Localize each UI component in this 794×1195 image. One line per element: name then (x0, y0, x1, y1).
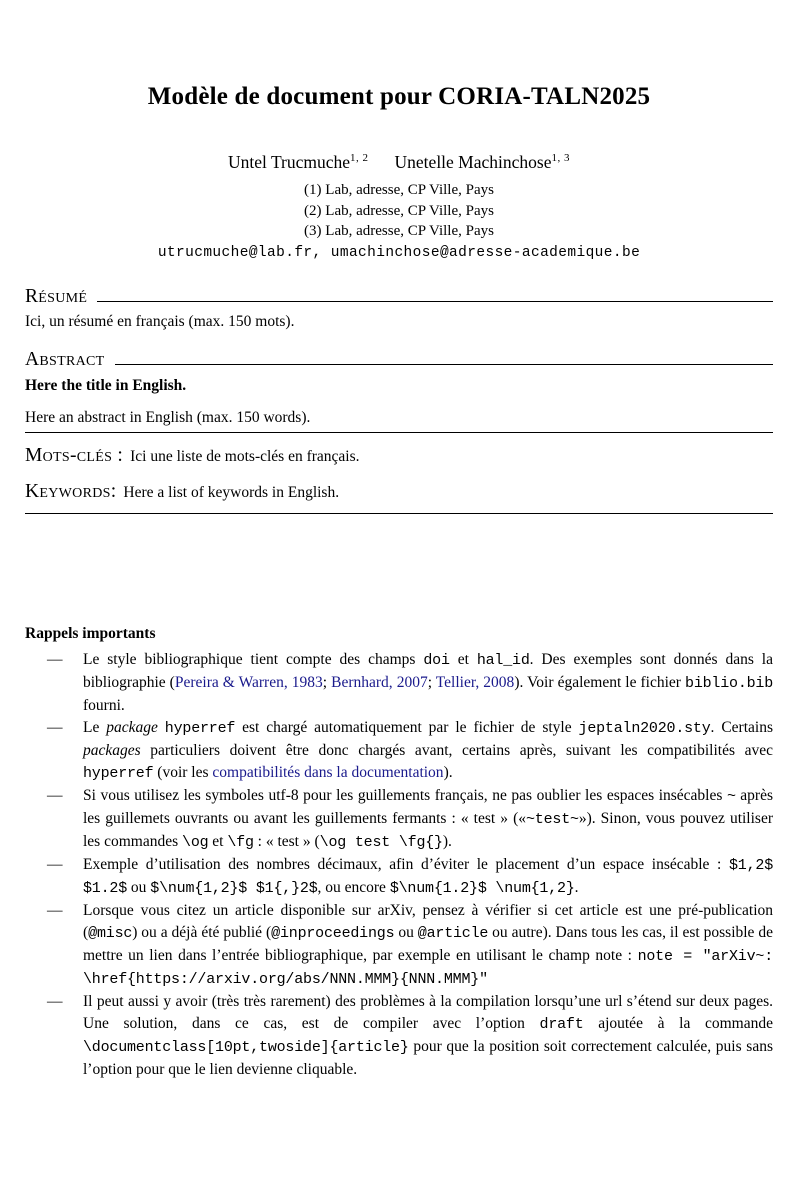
body-text: , ou encore (317, 879, 390, 897)
resume-heading-row (25, 286, 773, 307)
affiliation-1: (1) Lab, adresse, CP Ville, Pays (304, 182, 494, 198)
body-text: . Certains (710, 719, 773, 737)
body-text: ) ou a déjà été publié ( (132, 924, 272, 942)
item-dash-marker: — (47, 787, 63, 805)
abstract-text: Here an abstract in English (max. 150 words). (25, 409, 773, 433)
reminder-item-6 (25, 991, 773, 1081)
body-text: ou (127, 879, 151, 897)
author-1-name: Untel Trucmuche (228, 152, 351, 172)
body-text: (voir les (153, 764, 213, 782)
inline-code: \fg (227, 834, 254, 852)
author-2-affiliation-refs: 1, 3 (551, 152, 570, 165)
motscles-text: Ici une liste de mots-clés en français. (130, 448, 360, 466)
body-text: ; (322, 674, 332, 692)
inline-code: biblio.bib (685, 675, 774, 693)
body-text: Il peut aussi y avoir (très très rarement) des problèmes à la compilation lorsqu’une url s’étend sur deux pages. Une solution, dans ce cas, est de compiler avec l’option (83, 993, 773, 1033)
document-page (0, 83, 794, 1195)
body-text: et (449, 651, 477, 669)
author-2 (395, 152, 570, 172)
reminder-item-4 (25, 854, 773, 900)
inline-code: \documentclass[10pt,twoside]{article} (83, 1039, 409, 1057)
item-dash-marker: — (47, 902, 63, 920)
author-1-affiliation-refs: 1, 2 (350, 152, 369, 165)
affiliation-2: (2) Lab, adresse, CP Ville, Pays (304, 202, 494, 219)
english-title: Here the title in English. (25, 377, 187, 395)
item-dash-marker: — (47, 856, 63, 874)
body-text: ou (394, 924, 418, 942)
author-2-name: Unetelle Machinchose (394, 152, 552, 172)
citation-pereira-warren-1983[interactable]: Pereira & Warren, 1983 (174, 674, 323, 692)
body-text: Le (83, 719, 107, 737)
item-dash-marker: — (47, 719, 63, 737)
resume-heading-rule (97, 301, 773, 302)
body-text: ou autre). Dans tous les cas, il est possible de mettre un lien dans l’entrée bibliographique, par exemple en utilisant le champ note : (83, 924, 774, 965)
inline-code: $\num{1.2}$ \num{1,2} (389, 880, 575, 898)
inline-code: ~test~ (526, 811, 579, 829)
body-text: après les guillemets ouvrants ou avant les guillements fermants : « test » (« (83, 787, 773, 828)
keywords-label: Keywords: (25, 480, 117, 502)
body-text: ; (427, 674, 436, 692)
body-text: ). (443, 764, 453, 782)
inline-code: \og (182, 834, 209, 852)
abstract-heading-rule (115, 364, 774, 365)
abstract-heading-row (25, 349, 773, 370)
reminders-list (25, 649, 773, 1081)
inline-code: \og test \fg{} (319, 834, 443, 852)
reminder-item-2 (25, 717, 773, 785)
body-text: ). Voir également le fichier (514, 674, 686, 692)
body-text: Exemple d’utilisation des nombres décimaux, afin d’éviter le placement d’un espace insécable : (83, 856, 729, 874)
body-text: pour que la position soit correctement calculée, puis sans l’option pour que le lien devienne cliquable. (83, 1038, 773, 1079)
inline-code: @article (417, 925, 489, 943)
paper-title: Modèle de document pour CORIA-TALN2025 (147, 83, 651, 110)
keywords-line (25, 481, 773, 502)
reminder-item-1 (25, 649, 773, 717)
resume-heading: Résumé (25, 285, 88, 307)
reminders-heading: Rappels importants (25, 625, 156, 643)
affiliations-block (25, 180, 773, 242)
citation-tellier-2008[interactable]: Tellier, 2008 (435, 674, 515, 692)
citation-bernhard-2007[interactable]: Bernhard, 2007 (331, 674, 428, 692)
item-dash-marker: — (47, 993, 63, 1011)
inline-code: jeptaln2020.sty (578, 720, 711, 738)
body-text: packages (83, 742, 141, 760)
inline-code: hyperref (164, 720, 236, 738)
inline-code: doi (423, 652, 450, 670)
affiliation-3: (3) Lab, adresse, CP Ville, Pays (304, 223, 494, 239)
body-text: Le style bibliographique tient compte des champs (83, 651, 424, 669)
body-text: package (106, 719, 158, 737)
resume-text: Ici, un résumé en français (max. 150 mots). (25, 312, 295, 330)
body-text: particuliers doivent être donc chargés avant, certains après, suivant les compatibilités avec (140, 742, 773, 760)
inline-code: hyperref (83, 765, 154, 783)
inline-code: @inproceedings (271, 925, 395, 943)
body-text: Si vous utilisez les symboles utf-8 pour les guillements français, ne pas oublier les espaces insécables (83, 787, 727, 805)
body-text: »). Sinon, vous pouvez utiliser les commandes (83, 810, 773, 851)
body-text: Lorsque vous citez un article disponible sur arXiv, pensez à vérifier si cet article est une pré-publication ( (83, 902, 773, 942)
item-dash-marker: — (47, 651, 63, 669)
inline-code: ~ (726, 788, 736, 806)
body-text: ). (442, 833, 452, 851)
inline-code: draft (539, 1016, 584, 1034)
keywords-bottom-rule (25, 513, 773, 514)
body-text: ajoutée à la commande (583, 1015, 773, 1033)
keywords-text: Here a list of keywords in English. (123, 483, 340, 501)
body-text: . (574, 879, 579, 897)
author-1 (228, 152, 369, 172)
authors-line (25, 152, 773, 173)
author-emails: utrucmuche@lab.fr, umachinchose@adresse-academique.be (157, 244, 641, 261)
inline-code: $\num{1,2}$ $1{,}2$ (150, 880, 318, 898)
abstract-heading: Abstract (25, 348, 105, 370)
inline-code: hal_id (476, 652, 530, 670)
body-text: . Des exemples sont donnés dans la bibliographie ( (83, 651, 773, 692)
inline-code: note = "arXiv~: \href{https://arxiv.org/abs/NNN.MMM}{NNN.MMM}" (83, 948, 773, 989)
body-text (158, 719, 165, 736)
hyperref-compatibility-link[interactable]: compatibilités dans la documentation (212, 764, 444, 782)
motscles-label: Mots-clés : (25, 445, 124, 467)
reminder-item-3 (25, 785, 773, 854)
inline-code: $1,2$ $1.2$ (83, 857, 773, 898)
inline-code: @misc (88, 925, 133, 943)
body-text: et (208, 833, 228, 851)
body-text: : « test » ( (253, 833, 320, 851)
body-text: fourni. (83, 697, 125, 715)
body-text: est chargé automatiquement par le fichier de style (235, 719, 579, 737)
reminder-item-5 (25, 900, 773, 991)
motscles-line (25, 445, 773, 466)
